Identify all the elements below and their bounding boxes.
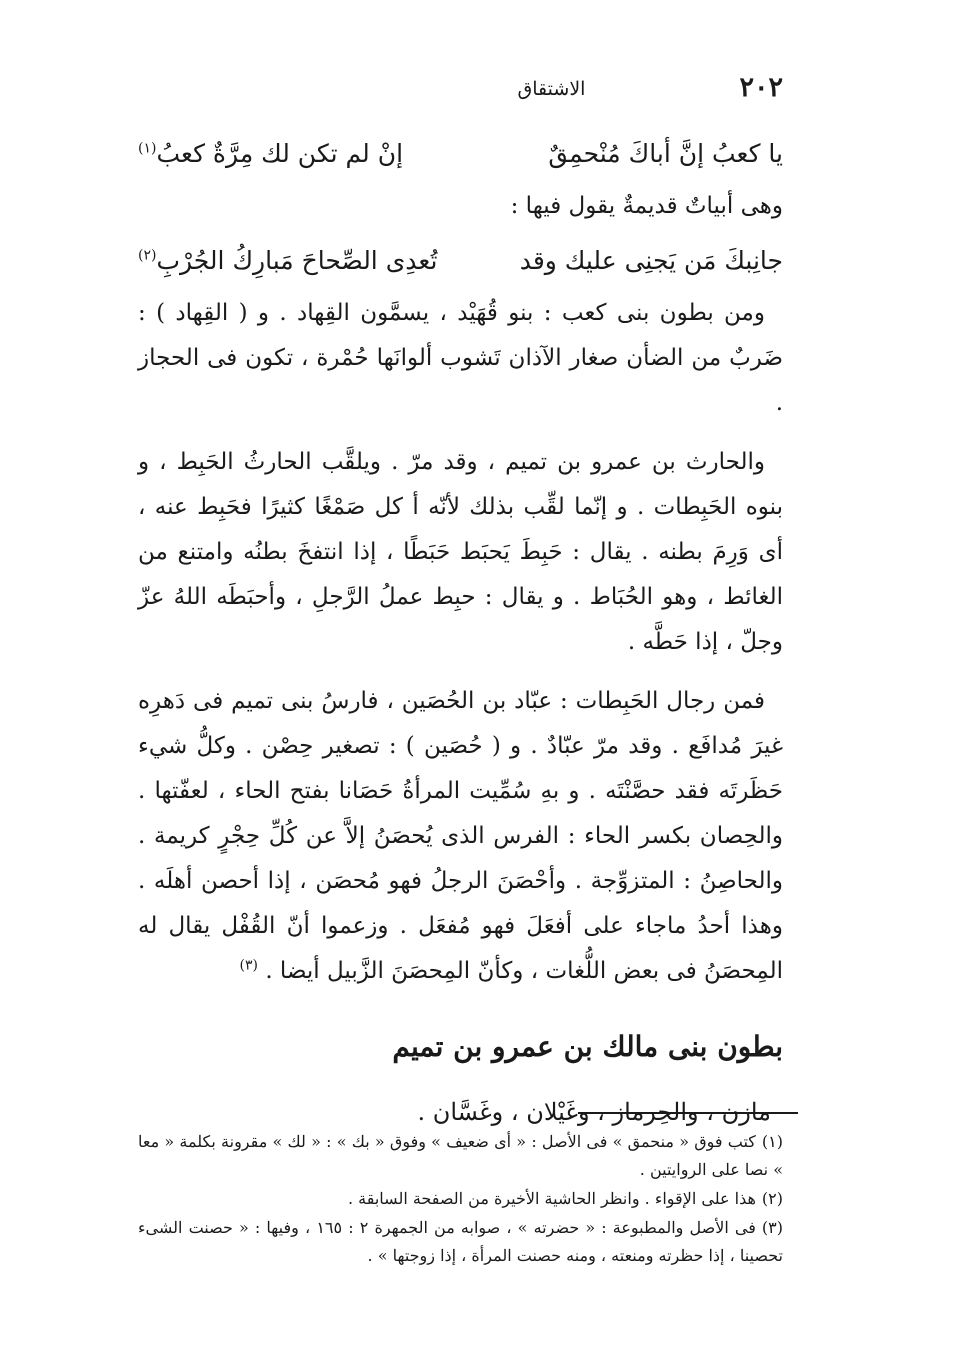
- footnote-3-label: (٣): [761, 1218, 784, 1237]
- section-heading: بطون بنى مالك بن عمرو بن تميم: [392, 1030, 783, 1063]
- footnote-1-label: (١): [761, 1132, 783, 1151]
- verse-1-second-hemistich-text: إنْ لم تكن لك مِرَّةٌ كعبُ: [156, 139, 404, 168]
- verse-2: [138, 235, 783, 287]
- footnote-1-text: كتب فوق « منحمق » فى الأصل : « أى ضعيف » وفوق « بك » : « لك » مقرونة بكلمة « معا » نصا على الروايتين .: [138, 1132, 783, 1179]
- main-text: [138, 128, 783, 1135]
- footnote-3: [138, 1214, 783, 1270]
- page-header: [140, 72, 783, 112]
- footnote-2: [138, 1185, 783, 1213]
- paragraph-habitat-text: فمن رجال الحَبِطات : عبّاد بن الحُصَين ، فارسُ بنى تميم فى دَهرِه غيرَ مُدافَع . وقد مرّ عبّادٌ . و ( حُصَين ) : تصغير حِصْن . وكلُّ شيء حَظَرتَه فقد حصَّنْتَه . و بهِ سُمِّيت المرأةُ حَصَانا بفتح الحاء ، لعفّتها . والحِصان بكسر الحاء : الفرس الذى يُحصَنُ إلاَّ عن كُلِّ حِجْرٍ كريمة . والحاصِنُ : المتزوِّجة . وأحْصَنَ الرجلُ فهو مُحصَن ، إذا أحصن أهلَه . وهذا أحدُ ماجاء على أفعَلَ فهو مُفعَل . وزعموا أنّ القُفْل يقال له المِحصَنُ فى بعض اللُّغات ، وكأنّ المِحصَنَ الزَّبيل أيضا .: [138, 688, 783, 984]
- tribes-list: مازن ، والحِرماز ، وغَيْلان ، وغَسَّان .: [417, 1098, 771, 1126]
- paragraph-habitat: [138, 679, 783, 994]
- page-number: ٢٠٢: [739, 72, 783, 103]
- footnote-3-text: فى الأصل والمطبوعة : « حضرته » ، صوابه من الجمهرة ٢ : ١٦٥ ، وفيها : « حصنت الشىء تحصينا ، إذا حظرته ومنعته ، ومنه حصنت المرأة ، إذا زوجتها » .: [138, 1218, 783, 1265]
- footnote-marker-2: (٢): [138, 247, 157, 264]
- verse-2-second-hemistich-text: تُعدِى الصِّحاحَ مَبارِكُ الجُرْبِ: [156, 246, 438, 275]
- verse-1-first-hemistich: يا كعبُ إنَّ أباكَ مُنْحمِقٌ: [548, 139, 783, 168]
- footnote-separator: [578, 1112, 798, 1114]
- paragraph-harith: والحارث بن عمرو بن تميم ، وقد مرّ . ويلقَّب الحارثُ الحَبِط ، و بنوه الحَبِطات . و إنّما لقِّب بذلك لأنّه أ كل صَمْغًا كثيرًا فحَبِط عنه ، أى وَرِمَ بطنه . يقال : حَبِطَ يَحبَط حَبَطًا ، إذا انتفخَ بطنُه وامتنع من الغائط ، وهو الحُبَاط . و يقال : حبِط عملُ الرَّجلِ ، وأحبَطَه اللهُ عزّ وجلّ ، إذا حَطَّه .: [138, 449, 783, 655]
- footnote-2-text: هذا على الإقواء . وانظر الحاشية الأخيرة من الصفحة السابقة .: [348, 1189, 756, 1208]
- verse-intro: وهى أبياتٌ قديمةٌ يقول فيها :: [510, 193, 783, 219]
- footnote-1: [138, 1128, 783, 1184]
- verse-2-first-hemistich: جانِبكَ مَن يَجنِى عليك وقد: [519, 246, 783, 275]
- verse-1-second-hemistich: [138, 128, 403, 180]
- verse-2-second-hemistich: [138, 235, 437, 287]
- verse-1: [138, 128, 783, 180]
- footnote-marker-3: (٣): [239, 957, 258, 974]
- footnote-marker-1: (١): [138, 140, 157, 157]
- paragraph-banu-kaab: ومن بطون بنى كعب : بنو قُهَيْد ، يسمَّون القِهاد . و ( القِهاد ) : ضَربٌ من الضأن صغار الآذان تَشوب ألوانَها حُمْرة ، تكون فى الحجاز .: [138, 300, 783, 416]
- running-head: الاشتقاق: [517, 78, 586, 100]
- footnotes: [138, 1128, 783, 1271]
- footnote-2-label: (٢): [761, 1189, 783, 1208]
